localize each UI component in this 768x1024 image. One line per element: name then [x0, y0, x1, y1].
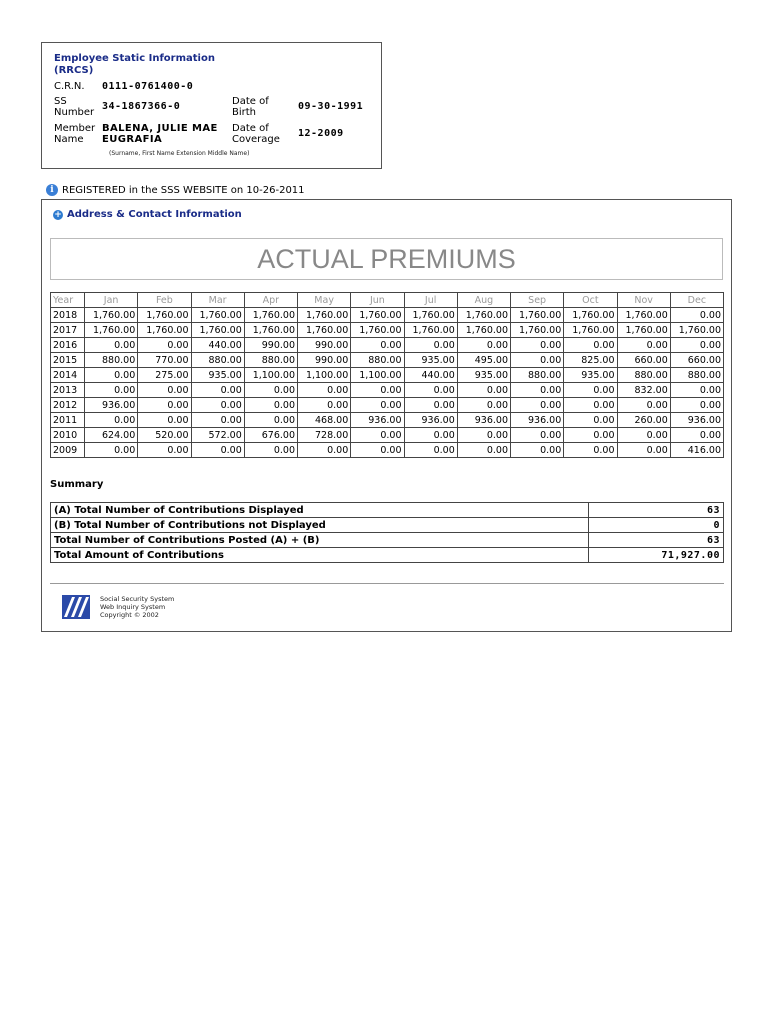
premium-cell: 1,760.00	[138, 308, 191, 323]
premium-cell: 0.00	[351, 383, 404, 398]
premium-cell: 936.00	[457, 413, 510, 428]
premium-cell: 0.00	[404, 398, 457, 413]
premium-cell: 0.00	[404, 443, 457, 458]
summary-row	[51, 548, 724, 563]
premium-cell: 0.00	[298, 443, 351, 458]
premium-cell: 0.00	[564, 428, 617, 443]
employee-info-box	[41, 42, 382, 169]
premium-cell: 990.00	[298, 338, 351, 353]
member-name-label-line1: Member	[54, 123, 96, 134]
premium-cell: 0.00	[138, 398, 191, 413]
premium-cell: 0.00	[298, 398, 351, 413]
premium-cell: 1,100.00	[244, 368, 297, 383]
premium-cell: 0.00	[85, 413, 138, 428]
premium-cell: 0.00	[457, 383, 510, 398]
premium-cell: 440.00	[404, 368, 457, 383]
footer-line-2: Web Inquiry System	[100, 603, 166, 611]
premium-cell: 0.00	[191, 383, 244, 398]
address-contact-label: Address & Contact Information	[67, 209, 242, 220]
premium-cell: 0.00	[85, 368, 138, 383]
premium-cell: 0.00	[244, 398, 297, 413]
premium-cell: 660.00	[670, 353, 723, 368]
coverage-value: 12-2009	[298, 128, 344, 139]
premium-cell: 880.00	[85, 353, 138, 368]
crn-label: C.R.N.	[54, 81, 85, 92]
premium-cell: 0.00	[404, 383, 457, 398]
premium-cell: 275.00	[138, 368, 191, 383]
premium-cell: 0.00	[457, 338, 510, 353]
premium-cell: 825.00	[564, 353, 617, 368]
premium-cell: 935.00	[404, 353, 457, 368]
premium-cell: 624.00	[85, 428, 138, 443]
year-cell: 2013	[51, 383, 85, 398]
table-row	[51, 353, 724, 368]
premium-cell: 0.00	[191, 398, 244, 413]
premium-cell: 770.00	[138, 353, 191, 368]
column-header-sep: Sep	[511, 293, 564, 308]
premium-cell: 0.00	[511, 383, 564, 398]
premium-cell: 1,760.00	[564, 323, 617, 338]
premium-cell: 0.00	[564, 398, 617, 413]
summary-value: 71,927.00	[589, 548, 724, 563]
premium-cell: 440.00	[191, 338, 244, 353]
coverage-label-line1: Date of	[232, 123, 269, 134]
year-cell: 2012	[51, 398, 85, 413]
footer-line-3: Copyright © 2002	[100, 611, 159, 619]
footer-divider	[50, 583, 724, 584]
premium-cell: 990.00	[298, 353, 351, 368]
ss-number-label-line1: SS	[54, 96, 67, 107]
ss-number-label	[54, 96, 94, 118]
dob-label-line1: Date of	[232, 96, 269, 107]
premium-cell: 0.00	[511, 338, 564, 353]
address-contact-link[interactable]	[53, 209, 242, 220]
table-row	[51, 323, 724, 338]
premium-cell: 416.00	[670, 443, 723, 458]
dob-value: 09-30-1991	[298, 101, 364, 112]
column-header-aug: Aug	[457, 293, 510, 308]
premium-cell: 1,760.00	[404, 323, 457, 338]
premium-cell: 936.00	[511, 413, 564, 428]
year-cell: 2016	[51, 338, 85, 353]
employee-info-title-text: Employee Static Information	[54, 53, 215, 64]
registration-text: REGISTERED in the SSS WEBSITE on 10-26-2011	[62, 184, 305, 196]
premium-cell: 936.00	[85, 398, 138, 413]
premium-cell: 880.00	[351, 353, 404, 368]
premium-cell: 0.00	[564, 413, 617, 428]
table-row	[51, 428, 724, 443]
column-header-jan: Jan	[85, 293, 138, 308]
premium-cell: 1,760.00	[511, 323, 564, 338]
coverage-label	[232, 123, 280, 145]
column-header-apr: Apr	[244, 293, 297, 308]
column-header-jul: Jul	[404, 293, 457, 308]
year-cell: 2018	[51, 308, 85, 323]
premium-cell: 1,760.00	[404, 308, 457, 323]
premium-cell: 1,760.00	[298, 323, 351, 338]
ss-number-value: 34-1867366-0	[102, 101, 181, 112]
premium-cell: 0.00	[457, 443, 510, 458]
table-row	[51, 368, 724, 383]
premium-cell: 0.00	[617, 338, 670, 353]
premium-cell: 0.00	[298, 383, 351, 398]
year-cell: 2017	[51, 323, 85, 338]
premium-cell: 0.00	[138, 443, 191, 458]
column-header-oct: Oct	[564, 293, 617, 308]
premium-cell: 1,760.00	[617, 323, 670, 338]
footer-text	[100, 595, 174, 619]
name-format-note: (Surname, First Name Extension Middle Name)	[109, 150, 250, 157]
member-name-label	[54, 123, 95, 145]
premium-cell: 0.00	[617, 428, 670, 443]
premium-cell: 990.00	[244, 338, 297, 353]
year-cell: 2009	[51, 443, 85, 458]
summary-table-body	[51, 503, 724, 563]
premiums-table-body	[51, 308, 724, 458]
dob-label	[232, 96, 269, 118]
summary-label: Total Amount of Contributions	[51, 548, 589, 563]
year-cell: 2011	[51, 413, 85, 428]
column-header-dec: Dec	[670, 293, 723, 308]
premium-cell: 0.00	[404, 338, 457, 353]
premium-cell: 0.00	[617, 398, 670, 413]
summary-row	[51, 503, 724, 518]
premium-cell: 1,760.00	[457, 308, 510, 323]
coverage-label-line2: Coverage	[232, 134, 280, 145]
premium-cell: 0.00	[564, 443, 617, 458]
premium-cell: 0.00	[617, 443, 670, 458]
premium-cell: 1,760.00	[617, 308, 670, 323]
premium-cell: 0.00	[85, 383, 138, 398]
premiums-header-row	[51, 293, 724, 308]
premium-cell: 880.00	[511, 368, 564, 383]
table-row	[51, 443, 724, 458]
table-row	[51, 308, 724, 323]
year-cell: 2014	[51, 368, 85, 383]
premium-cell: 880.00	[244, 353, 297, 368]
member-name-value-line2: EUGRAFIA	[102, 134, 163, 145]
premium-cell: 0.00	[244, 443, 297, 458]
info-icon: i	[46, 184, 58, 196]
premium-cell: 0.00	[670, 338, 723, 353]
premium-cell: 1,760.00	[511, 308, 564, 323]
premiums-panel	[41, 199, 732, 632]
footer-line-1: Social Security System	[100, 595, 175, 603]
plus-circle-icon: +	[54, 209, 62, 220]
premiums-table	[50, 292, 724, 458]
premium-cell: 0.00	[511, 428, 564, 443]
premium-cell: 1,760.00	[670, 323, 723, 338]
premium-cell: 0.00	[351, 338, 404, 353]
premium-cell: 0.00	[138, 413, 191, 428]
summary-label: Total Number of Contributions Posted (A) + (B)	[51, 533, 589, 548]
premium-cell: 1,100.00	[351, 368, 404, 383]
premium-cell: 0.00	[244, 413, 297, 428]
employee-info-subtitle: (RRCS)	[54, 65, 94, 76]
column-header-year: Year	[51, 293, 85, 308]
summary-label: (A) Total Number of Contributions Displayed	[51, 503, 589, 518]
premium-cell: 1,760.00	[244, 323, 297, 338]
premium-cell: 1,760.00	[191, 323, 244, 338]
premium-cell: 676.00	[244, 428, 297, 443]
premium-cell: 1,760.00	[244, 308, 297, 323]
member-name-value-line1: BALENA, JULIE MAE	[102, 123, 218, 134]
column-header-feb: Feb	[138, 293, 191, 308]
premium-cell: 1,760.00	[457, 323, 510, 338]
premium-cell: 1,760.00	[85, 323, 138, 338]
premium-cell: 260.00	[617, 413, 670, 428]
premium-cell: 880.00	[670, 368, 723, 383]
premium-cell: 0.00	[191, 443, 244, 458]
summary-row	[51, 533, 724, 548]
table-row	[51, 413, 724, 428]
registration-status	[46, 183, 305, 197]
summary-value: 63	[589, 533, 724, 548]
summary-title: Summary	[50, 479, 104, 490]
column-header-jun: Jun	[351, 293, 404, 308]
summary-row	[51, 518, 724, 533]
column-header-nov: Nov	[617, 293, 670, 308]
premium-cell: 1,760.00	[351, 308, 404, 323]
premium-cell: 936.00	[351, 413, 404, 428]
premium-cell: 0.00	[351, 443, 404, 458]
member-name-label-line2: Name	[54, 134, 84, 145]
premium-cell: 0.00	[670, 308, 723, 323]
premium-cell: 0.00	[244, 383, 297, 398]
premium-cell: 0.00	[138, 383, 191, 398]
premium-cell: 1,760.00	[85, 308, 138, 323]
premium-cell: 1,760.00	[191, 308, 244, 323]
premium-cell: 0.00	[85, 443, 138, 458]
premium-cell: 0.00	[564, 383, 617, 398]
premium-cell: 660.00	[617, 353, 670, 368]
premium-cell: 0.00	[511, 443, 564, 458]
table-row	[51, 398, 724, 413]
premium-cell: 936.00	[670, 413, 723, 428]
premium-cell: 468.00	[298, 413, 351, 428]
premium-cell: 1,760.00	[298, 308, 351, 323]
premium-cell: 0.00	[191, 413, 244, 428]
premium-cell: 0.00	[457, 398, 510, 413]
premium-cell: 0.00	[670, 428, 723, 443]
sss-logo-graphic	[62, 595, 90, 619]
premium-cell: 0.00	[511, 398, 564, 413]
premium-cell: 935.00	[564, 368, 617, 383]
premium-cell: 1,100.00	[298, 368, 351, 383]
premium-cell: 880.00	[191, 353, 244, 368]
summary-value: 0	[589, 518, 724, 533]
column-header-may: May	[298, 293, 351, 308]
member-name-value	[102, 123, 218, 145]
sss-logo-icon	[62, 595, 90, 619]
premium-cell: 1,760.00	[138, 323, 191, 338]
premium-cell: 0.00	[85, 338, 138, 353]
premium-cell: 0.00	[511, 353, 564, 368]
premium-cell: 0.00	[351, 398, 404, 413]
premium-cell: 832.00	[617, 383, 670, 398]
summary-value: 63	[589, 503, 724, 518]
premium-cell: 0.00	[564, 338, 617, 353]
ss-number-label-line2: Number	[54, 107, 95, 118]
premium-cell: 0.00	[670, 398, 723, 413]
premium-cell: 1,760.00	[564, 308, 617, 323]
summary-label: (B) Total Number of Contributions not Displayed	[51, 518, 589, 533]
actual-premiums-heading: ACTUAL PREMIUMS	[50, 238, 723, 280]
table-row	[51, 383, 724, 398]
crn-value: 0111-0761400-0	[102, 81, 194, 92]
premium-cell: 1,760.00	[351, 323, 404, 338]
premium-cell: 935.00	[457, 368, 510, 383]
column-header-mar: Mar	[191, 293, 244, 308]
year-cell: 2015	[51, 353, 85, 368]
premium-cell: 880.00	[617, 368, 670, 383]
premium-cell: 0.00	[351, 428, 404, 443]
premium-cell: 495.00	[457, 353, 510, 368]
premium-cell: 935.00	[191, 368, 244, 383]
table-row	[51, 338, 724, 353]
premium-cell: 0.00	[670, 383, 723, 398]
premium-cell: 0.00	[404, 428, 457, 443]
premium-cell: 0.00	[457, 428, 510, 443]
year-cell: 2010	[51, 428, 85, 443]
premium-cell: 0.00	[138, 338, 191, 353]
employee-info-title	[54, 53, 215, 77]
premium-cell: 728.00	[298, 428, 351, 443]
summary-table	[50, 502, 724, 563]
premium-cell: 520.00	[138, 428, 191, 443]
premium-cell: 572.00	[191, 428, 244, 443]
dob-label-line2: Birth	[232, 107, 257, 118]
premium-cell: 936.00	[404, 413, 457, 428]
